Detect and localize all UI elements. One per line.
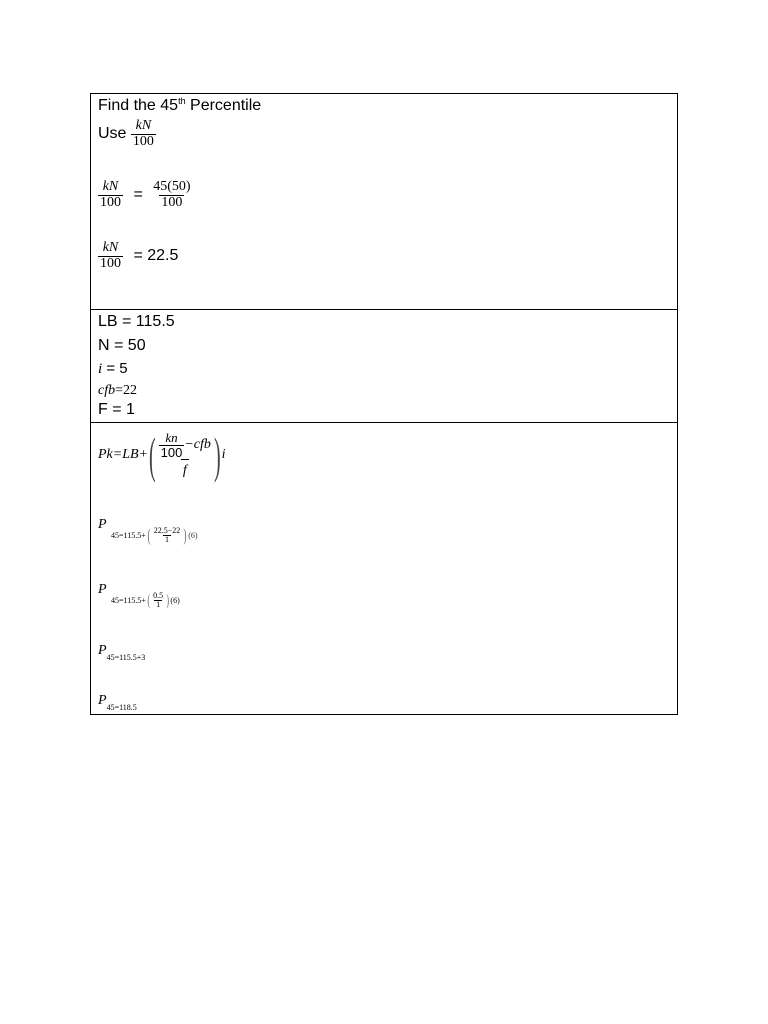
class-width: i = 5 — [98, 360, 128, 377]
step-2: P 45=115.5+ ( $\frac{0.5}{1}$ ) (6) — [98, 582, 180, 609]
percentile-formula: Pk=LB+ ( $\frac{kn}{100}$ −cfb f ) i — [98, 427, 226, 483]
kn-over-100-fraction: $\frac{kN}{100}$ — [132, 118, 154, 149]
formula-main-fraction: $\frac{kn}{100}$ −cfb f — [160, 430, 211, 479]
computation-cell — [91, 423, 677, 714]
frequency: F = 1 — [98, 401, 135, 418]
worksheet-table — [90, 93, 678, 715]
result-equation: $\frac{kN}{100}$ = 22.5 — [100, 240, 179, 271]
step-4: $P_{45=118.5}$ — [98, 693, 137, 712]
percentile-setup-cell — [91, 94, 677, 310]
heading: Find the 45th Percentile — [98, 96, 262, 114]
step-1: P 45=115.5+ ( $\frac{22.5-22}{1}$ ) (6) — [98, 517, 198, 545]
lower-boundary: LB = 115.5 — [98, 313, 175, 330]
use-formula-line: Use $\frac{kN}{100}$ — [98, 118, 154, 149]
substitution-equation: $\frac{kN}{100}$ = $\frac{45(50)}{100}$ — [100, 179, 191, 210]
given-values-cell — [91, 310, 677, 423]
step-3: $P_{45=115.5+3}$ — [98, 643, 146, 662]
total-n: N = 50 — [98, 337, 146, 354]
cumulative-frequency-before: cfb=22 — [98, 383, 138, 398]
